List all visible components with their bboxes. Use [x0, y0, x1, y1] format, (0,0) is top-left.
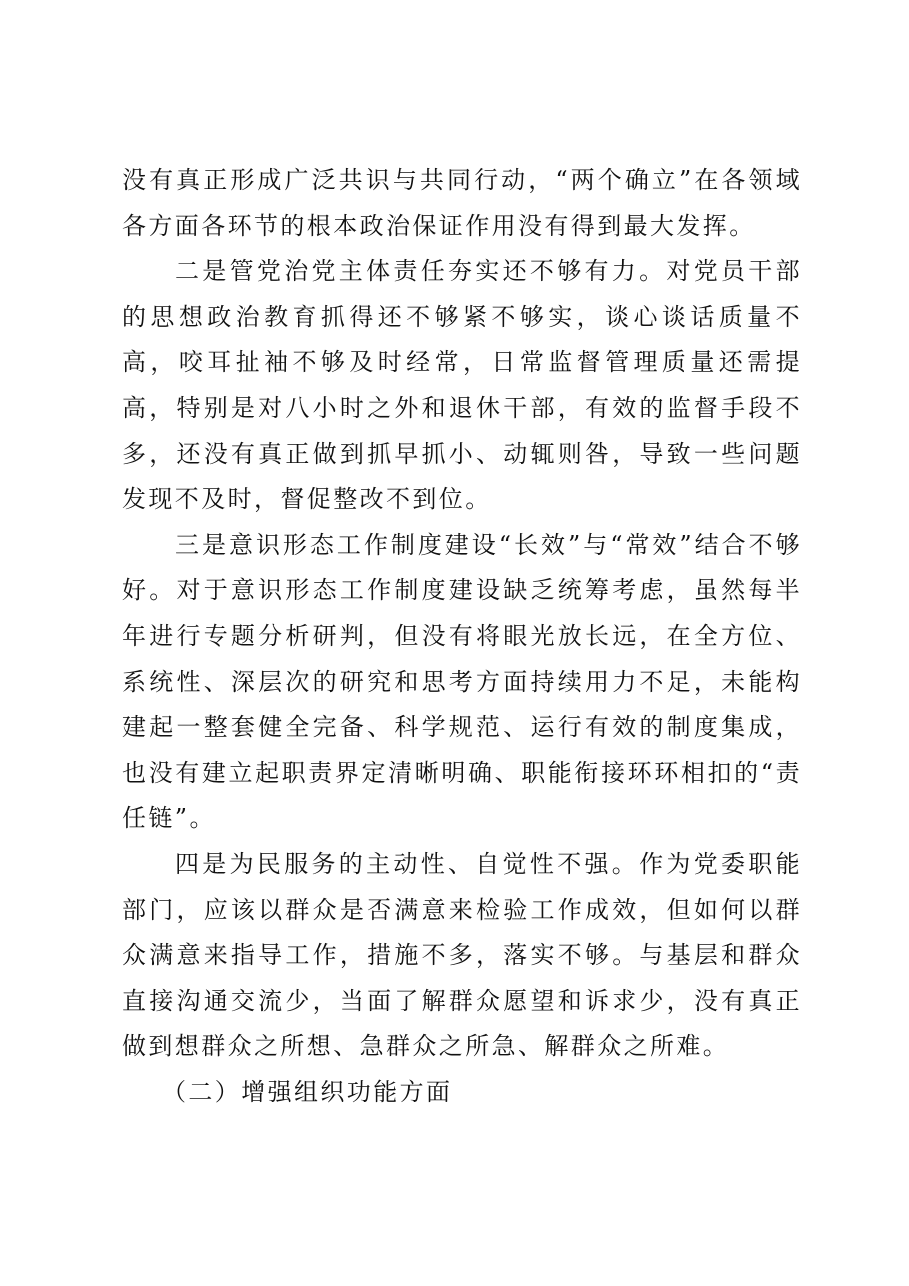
paragraph-point-three: 三是意识形态工作制度建设“长效”与“常效”结合不够好。对于意识形态工作制度建设缺乏统筹考虑，虽然每半年进行专题分析研判，但没有将眼光放长远，在全方位、系统性、深层次的研究和思考方面持续用力不足，未能构建起一整套健全完备、科学规范、运行有效的制度集成，也没有建立起职责界定清晰明确、职能衔接环环相扣的“责任链”。	[122, 530, 802, 833]
paragraph-point-four: 四是为民服务的主动性、自觉性不强。作为党委职能部门，应该以群众是否满意来检验工作成效，但如何以群众满意来指导工作，措施不多，落实不够。与基层和群众直接沟通交流少，当面了解群众愿望和诉求少，没有真正做到想群众之所想、急群众之所急、解群众之所难。	[122, 849, 802, 1061]
document-body	[122, 158, 802, 1115]
section-heading: （二）增强组织功能方面	[162, 1077, 453, 1106]
paragraph-point-two: 二是管党治党主体责任夯实还不够有力。对党员干部的思想政治教育抓得还不够紧不够实，谈心谈话质量不高，咬耳扯袖不够及时经常，日常监督管理质量还需提高，特别是对八小时之外和退休干部，有效的监督手段不多，还没有真正做到抓早抓小、动辄则咎，导致一些问题发现不及时，督促整改不到位。	[122, 257, 802, 514]
paragraph-continuation: 没有真正形成广泛共识与共同行动，“两个确立”在各领域各方面各环节的根本政治保证作用没有得到最大发挥。	[122, 166, 802, 240]
